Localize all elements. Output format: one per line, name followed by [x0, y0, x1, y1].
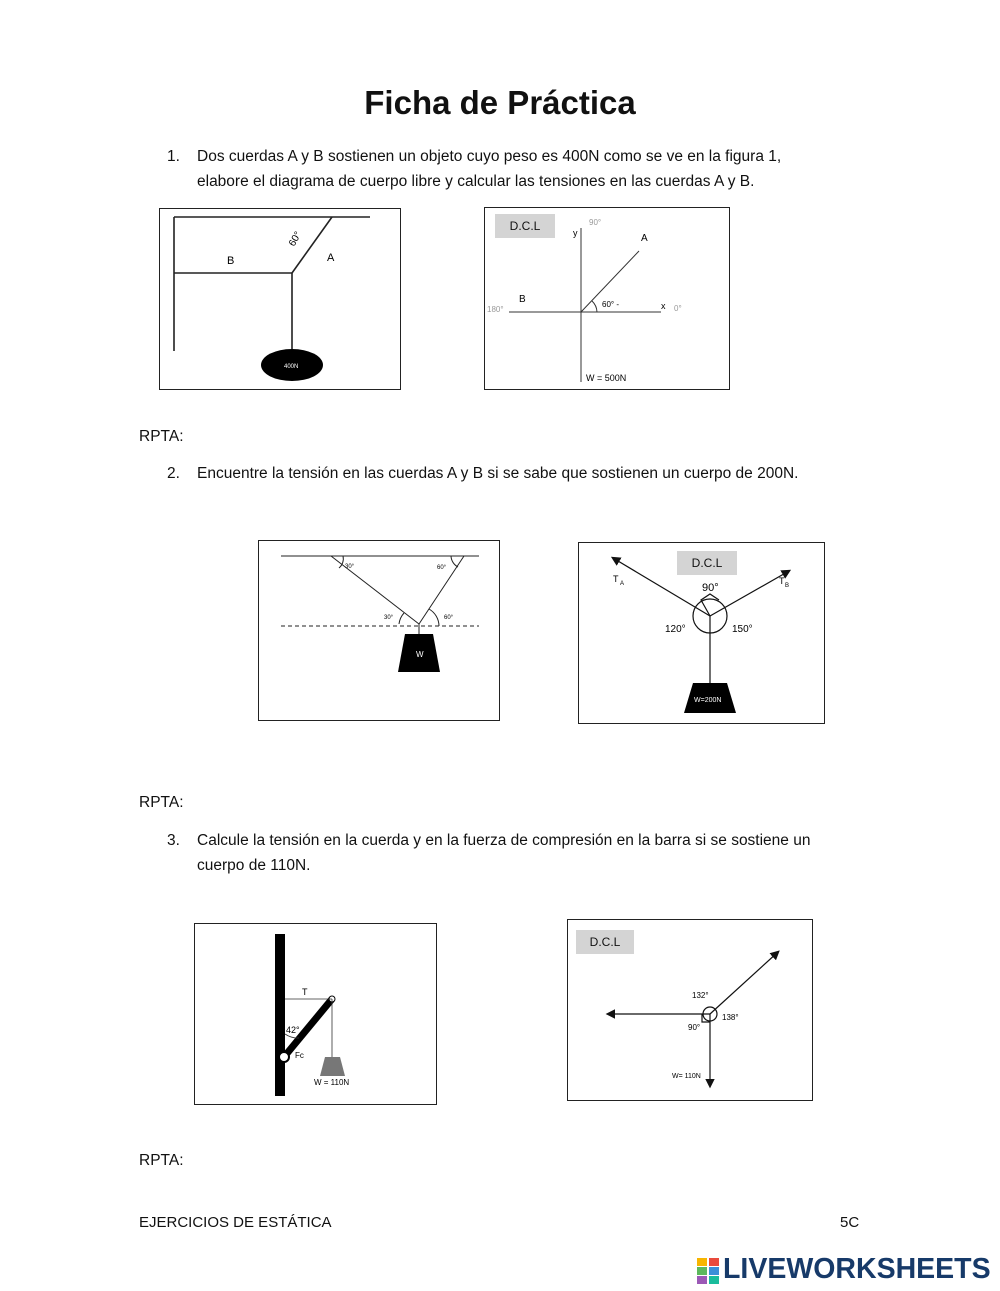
fig1-label-b: B	[227, 255, 235, 267]
arc-2	[451, 556, 458, 567]
dcl1-b: B	[519, 294, 526, 305]
dcl-3	[567, 919, 813, 1101]
dcl2-90: 90°	[702, 582, 719, 594]
dcl2-ta: T	[613, 574, 619, 584]
dcl1-angle-arc	[592, 301, 597, 312]
dcl1-w: W = 500N	[586, 373, 627, 383]
fig3-t: T	[302, 987, 308, 997]
fig1-angle: 60°	[287, 229, 305, 249]
dcl3-fc-arrow	[710, 952, 778, 1014]
dcl-2-label: D.C.L	[677, 551, 737, 575]
dcl1-90: 90°	[589, 218, 602, 227]
question-3-line-1: Calcule la tensión en la cuerda y en la fuerza de compresión en la barra si se sostiene un	[197, 832, 811, 849]
figure-1	[159, 208, 401, 390]
dcl2-tb: T	[779, 576, 785, 586]
arc-1	[339, 556, 343, 568]
dcl2-w: W=200N	[694, 697, 722, 704]
fig2-a3: 30°	[384, 615, 394, 621]
figure-2	[258, 540, 500, 721]
dcl1-angle: 60° -	[602, 300, 619, 309]
dcl3-90: 90°	[688, 1023, 701, 1032]
dcl2-150: 150°	[732, 624, 753, 635]
fig3-weight	[320, 1057, 345, 1076]
question-1-line-1: Dos cuerdas A y B sostienen un objeto cuyo peso es 400N como se ve en la figura 1,	[197, 148, 782, 165]
dcl-2	[578, 542, 825, 724]
fig3-w: W = 110N	[314, 1078, 350, 1087]
question-1-line-2: elabore el diagrama de cuerpo libre y calcular las tensiones en las cuerdas A y B.	[197, 173, 755, 190]
dcl3-132: 132°	[692, 991, 709, 1000]
rpta-1-label: RPTA:	[139, 428, 184, 445]
footer-left: EJERCICIOS DE ESTÁTICA	[139, 1214, 332, 1231]
dcl2-tb-sub: B	[785, 583, 790, 589]
fig2-a4: 60°	[444, 615, 454, 621]
dcl3-w: W= 110N	[672, 1073, 701, 1080]
dcl1-a: A	[641, 233, 648, 244]
dcl-1-label: D.C.L	[495, 214, 555, 238]
fig3-fc: Fc	[295, 1051, 304, 1060]
fig1-label-a: A	[327, 252, 335, 264]
liveworksheets-text: LIVEWORKSHEETS	[723, 1253, 991, 1285]
question-2-line-1: Encuentre la tensión en las cuerdas A y B si se sabe que sostienen un cuerpo de 200N.	[197, 465, 799, 482]
arc-4	[429, 609, 439, 626]
rpta-3-label: RPTA:	[139, 1152, 184, 1169]
fig2-w: W	[416, 650, 424, 659]
question-1-number: 1.	[167, 148, 180, 165]
dcl1-y: y	[573, 228, 578, 238]
fig1-weight-label: 400N	[284, 364, 299, 370]
question-3-number: 3.	[167, 832, 180, 849]
dcl-1	[484, 207, 730, 390]
figure-3	[194, 923, 437, 1105]
question-3-text	[197, 828, 810, 878]
rpta-2-label: RPTA:	[139, 794, 184, 811]
fig3-pivot	[279, 1052, 289, 1062]
question-2-number: 2.	[167, 465, 180, 482]
arc-3	[399, 613, 404, 624]
liveworksheets-mark-icon	[697, 1258, 719, 1284]
fig3-wall	[275, 934, 285, 1096]
fig2-a2: 60°	[437, 565, 447, 571]
fig3-angle: 42°	[286, 1025, 300, 1035]
liveworksheets-logo[interactable]	[697, 1253, 997, 1286]
dcl1-180: 180°	[487, 305, 504, 314]
dcl-3-label: D.C.L	[576, 930, 634, 954]
dcl2-ta-sub: A	[620, 581, 625, 587]
footer-right: 5C	[840, 1214, 860, 1231]
dcl1-0: 0°	[674, 304, 682, 313]
page-title: Ficha de Práctica	[364, 84, 636, 121]
dcl1-x: x	[661, 301, 666, 311]
dcl2-tb-arrow	[710, 571, 789, 616]
question-1-text	[197, 144, 781, 194]
fig2-a1: 30°	[345, 564, 355, 570]
dcl3-138: 138°	[722, 1013, 739, 1022]
question-2-text	[197, 461, 798, 486]
dcl2-120: 120°	[665, 624, 686, 635]
question-3-line-2: cuerpo de 110N.	[197, 857, 311, 874]
